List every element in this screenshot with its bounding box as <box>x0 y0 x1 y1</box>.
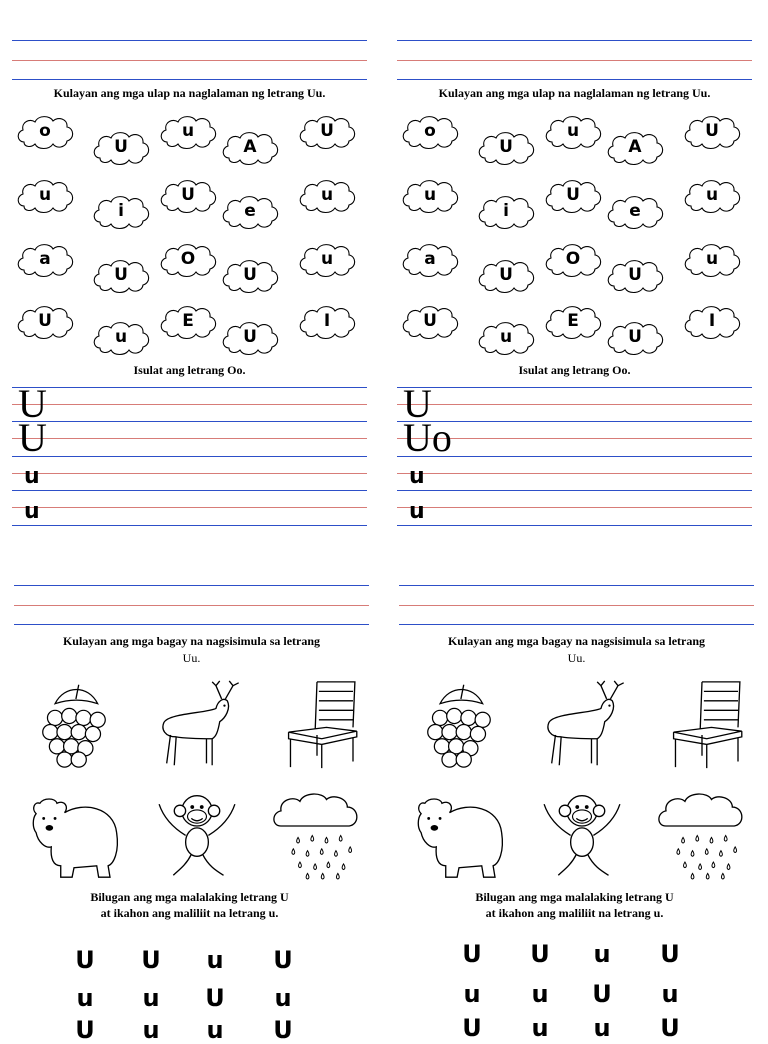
grapes-picture[interactable] <box>24 680 124 770</box>
chair-icon <box>652 680 752 770</box>
bear-icon <box>409 790 509 880</box>
cloud-letter-text: i <box>118 201 124 221</box>
guide-line-blue <box>12 421 367 422</box>
cloud-letter-text: e <box>244 201 256 221</box>
cloud-letter[interactable] <box>296 176 358 216</box>
circle-or-box-letter[interactable]: u <box>142 1016 160 1044</box>
cloud-letter-text: o <box>39 121 51 141</box>
cloud-letter-text: U <box>499 265 513 285</box>
guide-line-red <box>12 404 367 405</box>
cloud-letter[interactable] <box>296 302 358 342</box>
cloud-letter-text: i <box>503 201 509 221</box>
cloud-letter-text: a <box>424 249 436 269</box>
guide-line-blue <box>397 40 752 41</box>
cloud-letter[interactable] <box>90 256 152 296</box>
cloud-letter-text: U <box>181 185 195 205</box>
cloud-letter-text: u <box>499 327 513 347</box>
cloud-letter-text: U <box>114 265 128 285</box>
cloud-letter[interactable] <box>14 240 76 280</box>
traced-letter: u <box>24 499 40 524</box>
cloud-letter[interactable] <box>219 192 281 232</box>
cloud-letter-text: u <box>320 185 334 205</box>
guide-line-red <box>397 507 752 508</box>
rain-cloud-picture[interactable] <box>267 790 367 880</box>
cloud-letter[interactable] <box>157 176 219 216</box>
cloud-letter[interactable] <box>399 302 461 342</box>
guide-line-blue <box>14 585 369 586</box>
circle-or-box-letter[interactable]: U <box>75 946 95 974</box>
circle-or-box-letter[interactable]: U <box>660 940 680 968</box>
cloud-letter[interactable] <box>90 128 152 168</box>
cloud-letter-text: I <box>708 311 716 331</box>
traced-letter: U <box>18 415 47 460</box>
guide-line-red <box>14 605 369 606</box>
instruction-write-letter: Isulat ang letrang Oo. <box>133 363 246 377</box>
circle-or-box-letter[interactable]: u <box>593 940 611 968</box>
cloud-letter-text: O <box>565 249 581 269</box>
circle-or-box-letter[interactable]: U <box>205 984 225 1012</box>
guide-line-blue <box>397 525 752 526</box>
cloud-letter-text: u <box>181 121 195 141</box>
cloud-letter[interactable] <box>157 302 219 342</box>
cloud-letter-text: O <box>180 249 196 269</box>
instruction-color-clouds: Kulayan ang mga ulap na naglalaman ng letrang Uu. <box>53 86 326 100</box>
cloud-letter-text: a <box>39 249 51 269</box>
deer-picture[interactable] <box>147 680 247 770</box>
monkey-icon <box>147 790 247 880</box>
circle-or-box-letter[interactable]: U <box>530 940 550 968</box>
guide-line-blue <box>12 79 367 80</box>
grapes-picture[interactable] <box>409 680 509 770</box>
cloud-letter[interactable] <box>296 112 358 152</box>
cloud-letter-text: u <box>38 185 52 205</box>
guide-line-blue <box>397 490 752 491</box>
rain-cloud-icon <box>267 790 367 880</box>
cloud-letter[interactable] <box>296 240 358 280</box>
instruction-color-objects-line2: Uu. <box>567 651 586 665</box>
cloud-letter[interactable] <box>681 240 743 280</box>
cloud-letter[interactable] <box>604 256 666 296</box>
circle-or-box-letter[interactable]: u <box>531 980 549 1008</box>
cloud-letter[interactable] <box>399 240 461 280</box>
instruction-color-objects: Kulayan ang mga bagay na nagsisimula sa letrang <box>62 634 321 648</box>
circle-or-box-letter[interactable]: u <box>206 946 224 974</box>
circle-or-box-letter[interactable]: u <box>531 1014 549 1042</box>
cloud-letter[interactable] <box>681 302 743 342</box>
cloud-letter-text: U <box>705 121 719 141</box>
monkey-picture[interactable] <box>147 790 247 880</box>
chair-picture[interactable] <box>652 680 752 770</box>
guide-line-red <box>12 473 367 474</box>
guide-line-red <box>12 60 367 61</box>
cloud-letter[interactable] <box>604 318 666 358</box>
bear-icon <box>24 790 124 880</box>
chair-picture[interactable] <box>267 680 367 770</box>
cloud-letter-text: u <box>114 327 128 347</box>
cloud-letter-text: E <box>567 311 579 331</box>
bear-picture[interactable] <box>24 790 124 880</box>
instruction-circle-letters: Bilugan ang mga malalaking letrang U <box>90 890 289 904</box>
cloud-letter-text: E <box>182 311 194 331</box>
instruction-color-objects: Kulayan ang mga bagay na nagsisimula sa letrang <box>447 634 706 648</box>
cloud-letter[interactable] <box>157 112 219 152</box>
circle-or-box-letter[interactable]: U <box>273 1016 293 1044</box>
cloud-letter-text: U <box>628 265 642 285</box>
rain-cloud-picture[interactable] <box>652 790 752 880</box>
circle-or-box-letter[interactable]: u <box>274 984 292 1012</box>
cloud-letter-text: U <box>423 311 437 331</box>
guide-line-red <box>397 473 752 474</box>
cloud-letter[interactable] <box>542 112 604 152</box>
circle-or-box-letter[interactable]: U <box>462 1014 482 1042</box>
cloud-letter[interactable] <box>219 256 281 296</box>
monkey-picture[interactable] <box>532 790 632 880</box>
chair-icon <box>267 680 367 770</box>
cloud-letter-text: u <box>320 249 334 269</box>
guide-line-red <box>12 507 367 508</box>
cloud-letter[interactable] <box>90 318 152 358</box>
deer-icon <box>147 680 247 770</box>
monkey-icon <box>532 790 632 880</box>
circle-or-box-letter[interactable]: U <box>75 1016 95 1044</box>
guide-line-blue <box>12 456 367 457</box>
circle-or-box-letter[interactable]: u <box>593 1014 611 1042</box>
cloud-letter-text: u <box>566 121 580 141</box>
guide-line-blue <box>399 585 754 586</box>
traced-letter: u <box>24 464 40 489</box>
cloud-letter-text: U <box>114 137 128 157</box>
guide-line-blue <box>397 387 752 388</box>
cloud-letter-text: u <box>705 249 719 269</box>
circle-or-box-letter[interactable]: u <box>206 1016 224 1044</box>
cloud-letter-text: U <box>243 265 257 285</box>
rain-cloud-icon <box>652 790 752 880</box>
cloud-letter-text: A <box>628 137 642 157</box>
instruction-box-letters: at ikahon ang maliliit na letrang u. <box>485 906 664 920</box>
instruction-box-letters: at ikahon ang maliliit na letrang u. <box>100 906 279 920</box>
circle-or-box-letter[interactable]: U <box>660 1014 680 1042</box>
instruction-write-letter: Isulat ang letrang Oo. <box>518 363 631 377</box>
cloud-letter-text: U <box>38 311 52 331</box>
guide-line-blue <box>397 79 752 80</box>
deer-icon <box>532 680 632 770</box>
traced-letter: u <box>409 499 425 524</box>
guide-line-red <box>399 605 754 606</box>
cloud-letter[interactable] <box>681 112 743 152</box>
grapes-icon <box>409 680 509 770</box>
cloud-letter[interactable] <box>14 176 76 216</box>
cloud-letter[interactable] <box>399 112 461 152</box>
cloud-letter-text: o <box>424 121 436 141</box>
cloud-letter[interactable] <box>542 302 604 342</box>
guide-line-red <box>397 404 752 405</box>
grapes-icon <box>24 680 124 770</box>
instruction-circle-letters: Bilugan ang mga malalaking letrang U <box>475 890 674 904</box>
cloud-letter[interactable] <box>14 112 76 152</box>
guide-line-red <box>397 60 752 61</box>
cloud-letter-text: e <box>629 201 641 221</box>
cloud-letter[interactable] <box>219 318 281 358</box>
cloud-letter-text: u <box>705 185 719 205</box>
cloud-letter[interactable] <box>475 128 537 168</box>
guide-line-blue <box>12 40 367 41</box>
traced-letter: U <box>403 381 432 426</box>
cloud-letter[interactable] <box>604 192 666 232</box>
instruction-color-objects-line2: Uu. <box>182 651 201 665</box>
cloud-letter[interactable] <box>681 176 743 216</box>
cloud-letter-text: U <box>320 121 334 141</box>
cloud-letter-text: A <box>243 137 257 157</box>
circle-or-box-letter[interactable]: U <box>141 946 161 974</box>
instruction-color-clouds: Kulayan ang mga ulap na naglalaman ng letrang Uu. <box>438 86 711 100</box>
circle-or-box-letter[interactable]: U <box>592 980 612 1008</box>
circle-or-box-letter[interactable]: u <box>76 984 94 1012</box>
cloud-letter[interactable] <box>542 240 604 280</box>
guide-line-blue <box>12 525 367 526</box>
traced-letter: U <box>18 381 47 426</box>
cloud-letter-text: U <box>628 327 642 347</box>
cloud-letter-text: U <box>566 185 580 205</box>
guide-line-blue <box>399 624 754 625</box>
guide-line-red <box>12 438 367 439</box>
cloud-letter[interactable] <box>604 128 666 168</box>
cloud-letter[interactable] <box>475 192 537 232</box>
deer-picture[interactable] <box>532 680 632 770</box>
guide-line-blue <box>12 490 367 491</box>
cloud-letter[interactable] <box>90 192 152 232</box>
cloud-letter-text: U <box>499 137 513 157</box>
bear-picture[interactable] <box>409 790 509 880</box>
cloud-letter-text: I <box>323 311 331 331</box>
cloud-letter[interactable] <box>219 128 281 168</box>
traced-letter: Uo <box>403 415 452 460</box>
circle-or-box-letter[interactable]: U <box>273 946 293 974</box>
cloud-letter[interactable] <box>475 318 537 358</box>
cloud-letter[interactable] <box>399 176 461 216</box>
guide-line-blue <box>14 624 369 625</box>
circle-or-box-letter[interactable]: u <box>463 980 481 1008</box>
circle-or-box-letter[interactable]: u <box>661 980 679 1008</box>
circle-or-box-letter[interactable]: u <box>142 984 160 1012</box>
cloud-letter[interactable] <box>475 256 537 296</box>
guide-line-blue <box>12 387 367 388</box>
cloud-letter[interactable] <box>542 176 604 216</box>
cloud-letter-text: U <box>243 327 257 347</box>
traced-letter: u <box>409 464 425 489</box>
cloud-letter[interactable] <box>157 240 219 280</box>
cloud-letter[interactable] <box>14 302 76 342</box>
circle-or-box-letter[interactable]: U <box>462 940 482 968</box>
cloud-letter-text: u <box>423 185 437 205</box>
